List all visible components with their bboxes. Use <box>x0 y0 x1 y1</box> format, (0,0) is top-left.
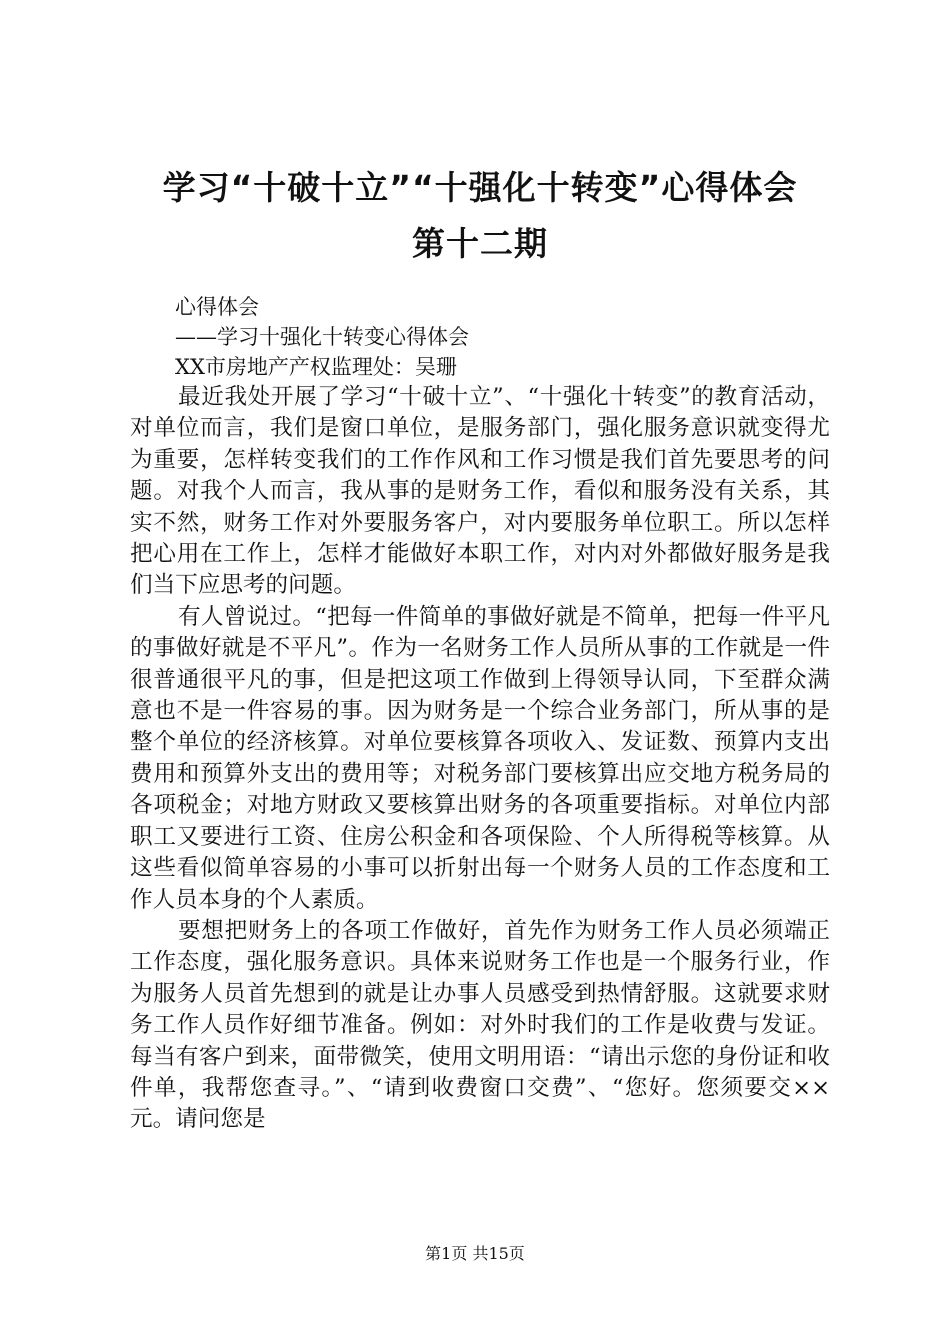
body-paragraph-2: 有人曾说过。“把每一件简单的事做好就是不简单，把每一件平凡的事做好就是不平凡”。作为一名财务工作人员所从事的工作就是一件很普通很平凡的事，但是把这项工作做到上得领导认同，下至群众满意也不是一件容易的事。因为财务是一个综合业务部门，所从事的是整个单位的经济核算。对单位要核算各项收入、发证数、预算内支出费用和预算外支出的费用等；对税务部门要核算出应交地方税务局的各项税金；对地方财政又要核算出财务的各项重要指标。对单位内部职工又要进行工资、住房公积金和各项保险、个人所得税等核算。从这些看似简单容易的小事可以折射出每一个财务人员的工作态度和工作人员本身的个人素质。 <box>130 603 830 913</box>
header-line-heading: 心得体会 <box>175 295 259 319</box>
title-line-2: 第十二期 <box>412 224 548 263</box>
header-line-subtitle: ——学习十强化十转变心得体会 <box>175 325 469 349</box>
document-page <box>130 160 830 1136</box>
body-paragraph-3: 要想把财务上的各项工作做好，首先作为财务工作人员必须端正工作态度，强化服务意识。具体来说财务工作也是一个服务行业，作为服务人员首先想到的就是让办事人员感受到热情舒服。这就要求财务工作人员作好细节准备。例如：对外时我们的工作是收费与发证。每当有客户到来，面带微笑，使用文明用语：“请出示您的身份证和收件单，我帮您查寻。”、“请到收费窗口交费”、“您好。您须要交××元。请问您是 <box>130 917 830 1133</box>
body-paragraph-1: 最近我处开展了学习“十破十立”、“十强化十转变”的教育活动，对单位而言，我们是窗口单位，是服务部门，强化服务意识就变得尤为重要，怎样转变我们的工作作风和工作习惯是我们首先要思考的问题。对我个人而言，我从事的是财务工作，看似和服务没有关系，其实不然，财务工作对外要服务客户，对内要服务单位职工。所以怎样把心用在工作上，怎样才能做好本职工作，对内对外都做好服务是我们当下应思考的问题。 <box>130 384 830 599</box>
title-line-1: 学习“十破十立”“十强化十转变”心得体会 <box>162 168 798 207</box>
page-number-footer: 第1页 共15页 <box>425 1244 525 1263</box>
document-title <box>130 160 830 272</box>
header-line-author: XX市房地产产权监理处：吴珊 <box>175 355 457 379</box>
